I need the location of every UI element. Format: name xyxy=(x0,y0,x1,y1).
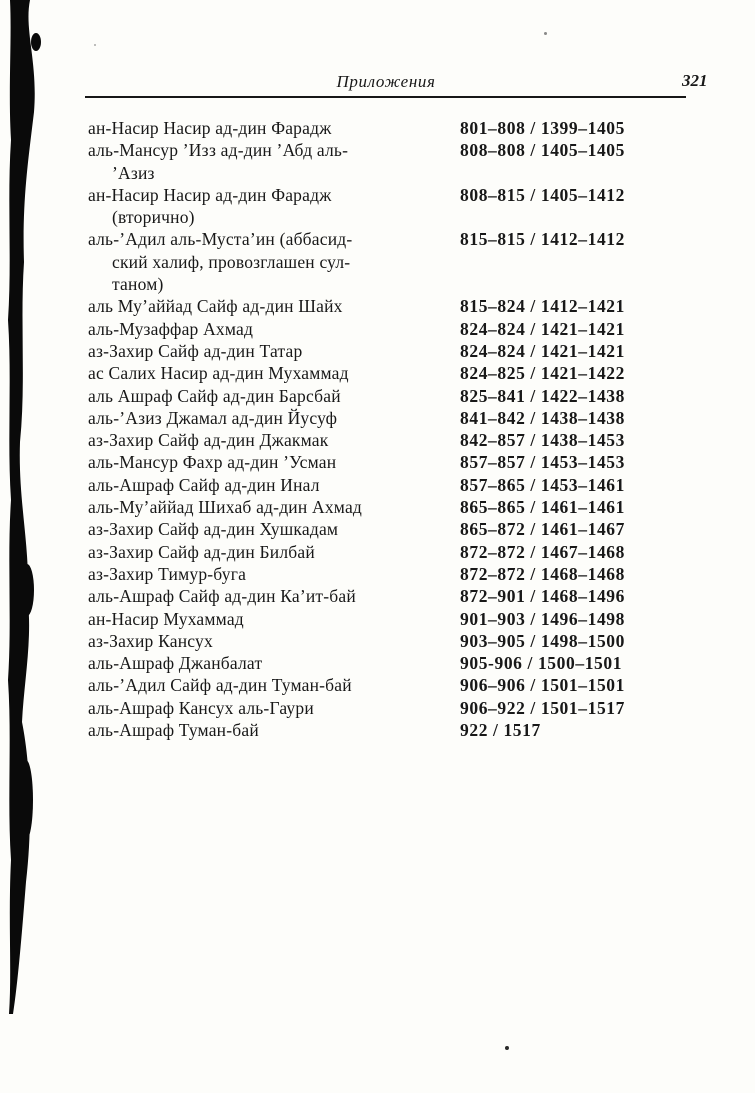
list-item xyxy=(88,697,713,719)
entry-dates: 808–808 / 1405–1405 xyxy=(460,140,626,161)
list-item xyxy=(88,496,713,518)
list-item xyxy=(88,385,713,407)
entry-name xyxy=(88,228,460,295)
list-item xyxy=(88,184,713,229)
entry-dates: 872–872 / 1468–1468 xyxy=(460,563,626,584)
page-number: 321 xyxy=(682,71,708,90)
entry-name xyxy=(88,541,460,563)
entry-name-line: аз-Захир Сайф ад-дин Джакмак xyxy=(88,430,329,451)
entry-dates: 842–857 / 1438–1453 xyxy=(460,430,626,451)
entry-dates: 824–824 / 1421–1421 xyxy=(460,340,626,361)
entry-name-line: аль Ашраф Сайф ад-дин Барсбай xyxy=(88,385,341,406)
entry-name xyxy=(88,474,460,496)
entry-name-line: аль-Ашраф Сайф ад-дин Инал xyxy=(88,474,320,495)
list-item xyxy=(88,652,713,674)
scan-speck xyxy=(505,1046,509,1050)
entry-dates: 825–841 / 1422–1438 xyxy=(460,385,626,406)
entry-name xyxy=(88,608,460,630)
entry-name-line: таном) xyxy=(112,274,164,295)
entry-name xyxy=(88,385,460,407)
list-item xyxy=(88,630,713,652)
entry-dates: 841–842 / 1438–1438 xyxy=(460,407,626,428)
entry-name-line: аль-’Адил аль-Муста’ин (аббасид- xyxy=(88,229,353,250)
entry-dates: 903–905 / 1498–1500 xyxy=(460,630,626,651)
entry-name-line: (вторично) xyxy=(112,207,195,228)
entry-name-line: аль-Мансур ’Изз ад-дин ’Абд аль- xyxy=(88,140,349,161)
entry-name-line: аль-Му’аййад Шихаб ад-дин Ахмад xyxy=(88,497,363,518)
entry-name-line: аль-Музаффар Ахмад xyxy=(88,318,254,339)
entry-name-line: ’Азиз xyxy=(112,162,155,183)
entry-name-line: аз-Захир Сайф ад-дин Татар xyxy=(88,340,303,361)
scan-speck xyxy=(544,32,547,35)
entry-name xyxy=(88,429,460,451)
entry-dates: 808–815 / 1405–1412 xyxy=(460,184,626,205)
entry-name-line: ский халиф, провозглашен сул- xyxy=(112,251,351,272)
entry-dates: 824–825 / 1421–1422 xyxy=(460,363,626,384)
list-item xyxy=(88,518,713,540)
entry-name xyxy=(88,585,460,607)
entry-name xyxy=(88,340,460,362)
entry-name xyxy=(88,496,460,518)
entry-dates: 906–922 / 1501–1517 xyxy=(460,697,626,718)
list-item xyxy=(88,117,713,139)
entry-name-line: аз-Захир Сайф ад-дин Билбай xyxy=(88,541,315,562)
entry-name xyxy=(88,184,460,229)
list-item xyxy=(88,451,713,473)
entry-dates: 901–903 / 1496–1498 xyxy=(460,608,626,629)
entry-name xyxy=(88,295,460,317)
entry-name-line: аль-Ашраф Кансух аль-Гаури xyxy=(88,697,314,718)
entry-dates: 824–824 / 1421–1421 xyxy=(460,318,626,339)
entry-name xyxy=(88,117,460,139)
entry-name xyxy=(88,362,460,384)
entry-name xyxy=(88,674,460,696)
list-item xyxy=(88,563,713,585)
entry-dates: 801–808 / 1399–1405 xyxy=(460,118,626,138)
entry-dates: 815–824 / 1412–1421 xyxy=(460,296,626,317)
entry-dates: 922 / 1517 xyxy=(460,720,541,741)
entry-name-line: ас Салих Насир ад-дин Мухаммад xyxy=(88,363,349,384)
entry-dates: 865–872 / 1461–1467 xyxy=(460,519,626,540)
list-item xyxy=(88,429,713,451)
entry-name xyxy=(88,563,460,585)
list-item xyxy=(88,318,713,340)
entry-name xyxy=(88,697,460,719)
entry-dates: 872–901 / 1468–1496 xyxy=(460,586,626,607)
list-item xyxy=(88,407,713,429)
list-item xyxy=(88,541,713,563)
list-item xyxy=(88,674,713,696)
entry-name-line: аль-’Адил Сайф ад-дин Туман-бай xyxy=(88,675,352,696)
entry-name-line: ан-Насир Насир ад-дин Фарадж xyxy=(88,184,332,205)
list-item xyxy=(88,362,713,384)
entry-name xyxy=(88,518,460,540)
list-item xyxy=(88,585,713,607)
entry-name-line: ан-Насир Насир ад-дин Фарадж xyxy=(88,118,332,138)
entry-name xyxy=(88,139,460,184)
list-item xyxy=(88,474,713,496)
entry-name-line: ан-Насир Мухаммад xyxy=(88,608,244,629)
entry-dates: 872–872 / 1467–1468 xyxy=(460,541,626,562)
entry-dates: 865–865 / 1461–1461 xyxy=(460,497,626,518)
entry-name xyxy=(88,630,460,652)
entry-name xyxy=(88,719,460,741)
entry-name xyxy=(88,407,460,429)
entry-name-line: аз-Захир Сайф ад-дин Хушкадам xyxy=(88,519,339,540)
entry-name-line: аль-Ашраф Джанбалат xyxy=(88,653,263,674)
binding-shadow xyxy=(0,0,60,1093)
entry-name-line: аз-Захир Тимур-буга xyxy=(88,563,247,584)
entry-name-line: аз-Захир Кансух xyxy=(88,630,213,651)
entry-name xyxy=(88,652,460,674)
list-item xyxy=(88,295,713,317)
entry-name-line: аль-Мансур Фахр ад-дин ’Усман xyxy=(88,452,337,473)
list-item xyxy=(88,719,713,741)
list-item xyxy=(88,139,713,184)
entry-name-line: аль-Ашраф Туман-бай xyxy=(88,720,259,741)
entry-name xyxy=(88,318,460,340)
list-item xyxy=(88,608,713,630)
entry-name-line: аль-Ашраф Сайф ад-дин Ка’ит-бай xyxy=(88,586,356,607)
scan-speck xyxy=(94,44,96,46)
list-item xyxy=(88,340,713,362)
entry-name-line: аль Му’аййад Сайф ад-дин Шайх xyxy=(88,296,343,317)
sultan-list xyxy=(88,117,713,741)
header-rule xyxy=(85,96,686,98)
entry-dates: 857–857 / 1453–1453 xyxy=(460,452,626,473)
entry-name-line: аль-’Азиз Джамал ад-дин Йусуф xyxy=(88,407,338,428)
entry-dates: 906–906 / 1501–1501 xyxy=(460,675,626,696)
entry-name xyxy=(88,451,460,473)
list-item xyxy=(88,228,713,295)
entry-dates: 815–815 / 1412–1412 xyxy=(460,229,626,250)
running-head: Приложения xyxy=(336,72,436,91)
entry-dates: 857–865 / 1453–1461 xyxy=(460,474,626,495)
entry-dates: 905-906 / 1500–1501 xyxy=(460,653,623,674)
